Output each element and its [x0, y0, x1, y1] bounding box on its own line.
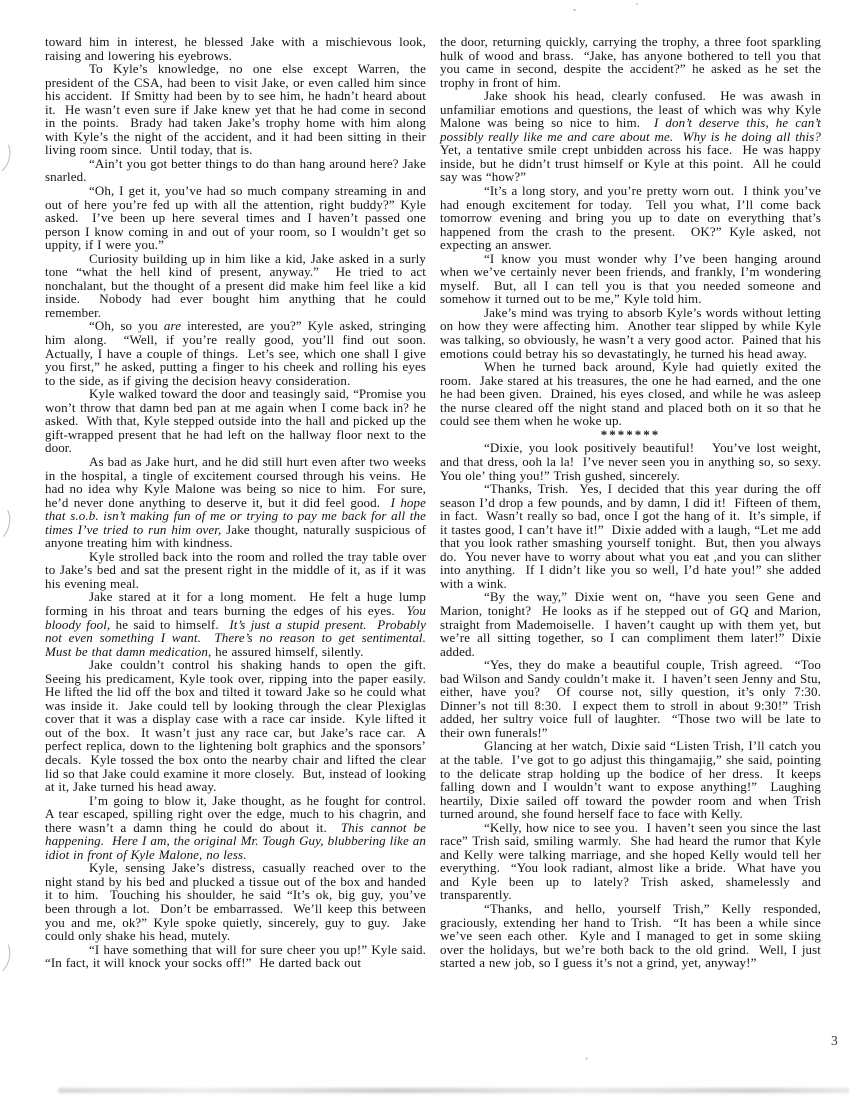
paragraph [440, 819, 825, 903]
paragraph [440, 440, 829, 483]
text-segment: “Yes, they do make a beautiful couple, Trish agreed. “Too bad Wilson and Sandy couldn’t make it. I haven’t seen Jenny and Stu, either, have you? Of course not, silly question, it’s only 7:30. Dinner’s not till 8:30. I expect them to stroll in about 9:30!” Trish added, her sultry voice full of laughter. “Those two will be late to their own funerals!” [440, 657, 829, 740]
paragraph [440, 359, 825, 429]
text-segment: Jake shook his head, clearly confused. He was awash in unfamiliar emotions and questions, the least of which was why Kyle Malone was being so nice to him. [440, 88, 825, 131]
text-segment: Kyle walked toward the door and teasingly said, “Promise you won’t throw that damn bed pan at me again when I come back in? he asked. With that, Kyle stepped outside into the hall and picked up the gift-wrapped present that he had left on the hallway floor next to the door. [45, 386, 430, 456]
paragraph [440, 738, 825, 822]
paragraph [440, 34, 825, 90]
text-segment: ******* [600, 426, 661, 442]
text-segment: Jake couldn’t control his shaking hands to open the gift. Seeing his predicament, Kyle took over, ripping into the paper easily. He lifted the lid off the box and tilted it toward Jake so he could what was inside it. Jake could tell by looking through the clear Plexiglas cover that it was a display case with a race car inside. Kyle lifted it out of the box. It wasn’t just any race car, but Jake’s race car. A perfect replica, down to the lightening bolt graphics and the sponsors’ decals. Kyle tossed the box onto the nearby chair and lifted the clear lid so that Jake could examine it more closely. But, instead of looking at it, Jake turned his head away. [45, 657, 434, 795]
text-segment: Jake’s mind was trying to absorb Kyle’s words without letting on how they were affecting him. Another tear slipped by while Kyle was talking, so obviously, he wasn’t a very good actor. Pained that his emotions could betray his so devastatingly, he turned his head away. [440, 304, 825, 361]
paragraph [440, 304, 825, 361]
page-number: 3 [831, 1033, 838, 1048]
text-segment: “Kelly, how nice to see you. I haven’t seen you since the last race” Trish said, smiling warmly. She had heard the rumor that Kyle and Kelly were talking marriage, and she hoped Kelly would tell her everything. “You look radiant, almost like a bride. What have you and Kyle been up to lately? Trish asked, shamelessly and transparently. [440, 819, 825, 903]
text-segment: To Kyle’s knowledge, no one else except Warren, the president of the CSA, had been to visit Jake, or even called him since his accident. If Smitty had been by to see him, he hadn’t heard about it. He wasn’t even sure if Jake knew yet that he had come in second in the points. Brady had taken Jake’s trophy home with him along with Kyle’s the night of the accident, and it had been sitting in their living room since. Until today, that is. [45, 61, 430, 158]
left-column [45, 34, 434, 971]
right-column [440, 34, 829, 971]
paragraph [45, 792, 434, 862]
paragraph [440, 481, 825, 591]
scan-artifact [0, 136, 14, 177]
text-segment: “By the way,” Dixie went on, “have you seen Gene and Marion, tonight? He looks as if he stepped out of GQ and Marion, straight from Mademoiselle. I haven’t caught up with them yet, but we’re all sitting together, so I can compliment them later!” Dixie added. [440, 589, 825, 659]
text-segment: Yet, a tentative smile crept unbidden across his face. He was happy inside, but he didn’t trust himself or Kyle at this point. All he could say was “how?” [440, 128, 829, 185]
paragraph [45, 860, 430, 944]
paragraph [440, 250, 825, 307]
scan-edge-shadow [58, 1088, 850, 1093]
paragraph [45, 941, 434, 971]
scan-artifact [0, 936, 13, 976]
paragraph [440, 901, 825, 971]
paragraph [45, 61, 430, 158]
paragraph [45, 155, 430, 185]
paragraph [440, 183, 825, 253]
italic-text-segment: This cannot be happening. Here I am, the original Mr. Tough Guy, blubbering like an idiot in front of Kyle Malone, no less. [45, 819, 430, 862]
paragraph [45, 548, 430, 591]
text-segment: the door, returning quickly, carrying the trophy, a three foot sparkling hulk of wood and brass. “Jake, has anyone bothered to tell you that you came in second, despite the accident?” he asked as he set the trophy in front of him. [440, 34, 825, 90]
scan-artifact [0, 502, 13, 542]
text-segment: “Oh, so you [89, 318, 164, 334]
text-columns [45, 34, 829, 971]
text-segment: Glancing at her watch, Dixie said “Listen Trish, I’ll catch you at the table. I’ve got to go adjust this thingamajig,” she said, pointing to the delicate strap holding up the bodice of her dress. It keeps falling down and I wouldn’t want to expose anything!” Laughing heartily, Dixie sailed off toward the powder room and when Trish turned around, she found herself face to face with Kelly. [440, 738, 825, 822]
text-segment: “Dixie, you look positively beautiful! You’ve lost weight, and that dress, ooh la la! I’ve never seen you in anything so, so sexy. You ole’ thing you!” Trish gushed, sincerely. [440, 440, 829, 483]
paragraph [440, 589, 825, 659]
scan-speck [573, 9, 576, 11]
italic-text-segment: I hope that s.o.b. isn’t making fun of me or trying to pay me back for all the times I’ve tried to run him over, [45, 494, 430, 537]
text-segment: toward him in interest, he blessed Jake with a mischievous look, raising and lowering his eyebrows. [45, 34, 430, 63]
paragraph [45, 589, 434, 659]
italic-text-segment: You bloody fool, [45, 602, 430, 632]
text-segment: interested, are you?” Kyle asked, stringing him along. “Well, if you’re really good, you’ll find out soon. Actually, I have a couple of things. Let’s see, which one shall I give you first,” he asked, putting a finger to his cheek and rolling his eyes to the side, as if giving the decision heavy consideration. [45, 318, 434, 388]
paragraph [45, 34, 430, 63]
paragraph [440, 657, 829, 740]
paragraph [45, 386, 430, 456]
text-segment: “Thanks, Trish. Yes, I decided that this year during the off season I’d drop a few pounds, and by damn, I did it! Fifteen of them, in fact. Wasn’t really so bad, once I got the hang of it. It’s simple, if it tastes good, I can’t have it!” Dixie added with a laugh, “Let me add that you look rather smashing yourself tonight. But, then you always do. You never have to worry about what you eat ,and you can slither into anything. If I didn’t like you so well, I’d hate you!” she added with a wink. [440, 481, 825, 591]
italic-text-segment: It’s just a stupid present. Probably not even something I want. There’s no reason to get sentimental. Must be that damn medication, [45, 616, 434, 659]
text-segment: he said to himself. [110, 616, 230, 632]
text-segment: When he turned back around, Kyle had quietly exited the room. Jake stared at his treasures, the one he had earned, and the one he had been given. Drained, his eyes closed, and while he was asleep the nurse cleared off the night stand and placed both on it so that he could see them when he woke up. [440, 359, 825, 429]
text-segment: As bad as Jake hurt, and he did still hurt even after two weeks in the hospital, a tingle of excitement coursed through his veins. He had no idea why Kyle Malone was being so nice to him. For sure, he’d never done anything to deserve it, but it did feel good. [45, 453, 430, 510]
text-segment: Kyle strolled back into the room and rolled the tray table over to Jake’s bed and sat the present right in the middle of it, as if it was his evening meal. [45, 548, 430, 591]
paragraph [440, 88, 829, 185]
text-segment: Jake thought, naturally suspicious of anyone treating him with kindness. [45, 521, 430, 551]
paragraph [45, 183, 430, 253]
text-segment: “Ain’t you got better things to do than hang around here? Jake snarled. [45, 155, 430, 185]
italic-text-segment: are [163, 318, 182, 334]
paragraph [45, 250, 430, 320]
text-segment: “Oh, I get it, you’ve had so much company streaming in and out of here you’re fed up with all the attention, right buddy?” Kyle asked. I’ve been up here several times and I haven’t passed one person I know coming in and out of your room, so I wouldn’t get so uppity, if I were you.” [45, 183, 430, 253]
italic-text-segment: I don’t deserve this, he can’t possibly really like me and care about me. Why is he doing all this? [440, 115, 825, 144]
text-segment: “It’s a long story, and you’re pretty worn out. I think you’ve had enough excitement for today. Tell you what, I’ll come back tomorrow evening and bring you up to date on everything that’s happened from the crash to the present. OK?” Kyle asked, not expecting an answer. [440, 183, 825, 253]
text-segment: Kyle, sensing Jake’s distress, casually reached over to the night stand by his bed and plucked a tissue out of the box and handed it to him. Touching his shoulder, he said “It’s ok, big guy, you’ve been through a lot. Don’t be embarrassed. We’ll keep this between you and me, ok?” Kyle spoke quietly, sincerely, guy to guy. Jake could only shake his head, mutely. [45, 860, 430, 944]
text-segment: “I know you must wonder why I’ve been hanging around when we’ve certainly never been friends, and frankly, I’m wondering myself. But, all I can tell you is that you needed someone and somehow it turned out to be me,” Kyle told him. [440, 250, 825, 307]
text-segment: Jake stared at it for a long moment. He felt a huge lump forming in his throat and tears burning the edges of his eyes. [45, 589, 430, 618]
text-segment: Curiosity building up in him like a kid, Jake asked in a surly tone “what the hell kind of present, anyway.” He tried to act nonchalant, but the thought of a present did make him feel like a kid inside. Nobody had ever bought him anything that he could remember. [45, 250, 430, 320]
scan-speck [636, 3, 638, 5]
text-segment: I’m going to blow it, Jake thought, as he fought for control. A tear escaped, spilling right over the edge, much to his chagrin, and there wasn’t a damn thing he could do about it. [45, 792, 434, 835]
paragraph [45, 318, 434, 388]
text-segment: “Thanks, and hello, yourself Trish,” Kelly responded, graciously, extending her hand to Trish. “It has been a while since we’ve seen each other. Kyle and I managed to get in some skiing over the holidays, but we’re both back to the old grind. Well, I just started a new job, so I guess it’s not a grind, yet, anyway!” [440, 901, 825, 971]
paragraph [45, 657, 434, 795]
text-segment: “I have something that will for sure cheer you up!” Kyle said. “In fact, it will knock your socks off!” He darted back out [45, 941, 434, 971]
text-segment: he assured himself, silently. [211, 643, 364, 659]
paragraph [45, 453, 430, 551]
scan-speck [585, 1057, 588, 1060]
scene-separator [440, 428, 821, 442]
